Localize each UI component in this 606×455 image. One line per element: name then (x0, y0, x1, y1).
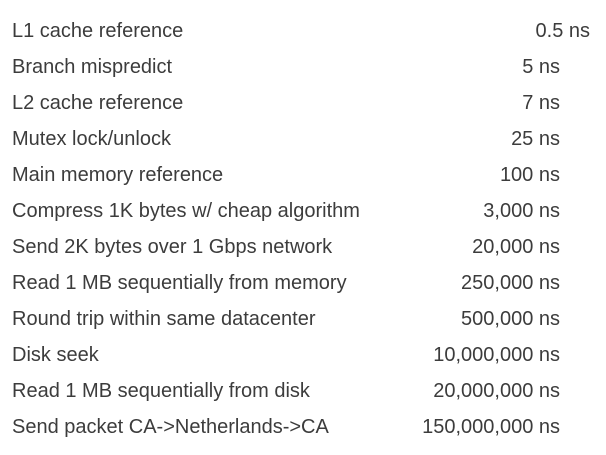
table-row (0, 409, 606, 445)
table-row (0, 13, 606, 49)
row-label: Compress 1K bytes w/ cheap algorithm (12, 200, 360, 222)
row-value: 7 ns (522, 92, 560, 114)
row-label: Send 2K bytes over 1 Gbps network (12, 236, 333, 258)
row-value: 25 ns (511, 128, 560, 150)
table-row (0, 49, 606, 85)
row-label: Read 1 MB sequentially from disk (12, 380, 310, 402)
row-value: 500,000 ns (461, 308, 560, 330)
row-label: L1 cache reference (12, 20, 184, 42)
row-label: Mutex lock/unlock (12, 128, 171, 150)
row-label: Send packet CA->Netherlands->CA (12, 416, 329, 438)
row-value: 150,000,000 ns (422, 416, 560, 438)
table-row (0, 265, 606, 301)
row-label: Round trip within same datacenter (12, 308, 316, 330)
table-row (0, 85, 606, 121)
row-value: 20,000 ns (472, 236, 560, 258)
row-label: L2 cache reference (12, 92, 184, 114)
table-row (0, 337, 606, 373)
row-value: 100 ns (499, 164, 560, 186)
row-value: 5 ns (522, 56, 560, 78)
table-row (0, 301, 606, 337)
table-row (0, 193, 606, 229)
row-value: 3,000 ns (483, 200, 560, 222)
row-value: 10,000,000 ns (433, 344, 560, 366)
table-row (0, 157, 606, 193)
row-label: Disk seek (12, 344, 99, 366)
row-value: 250,000 ns (461, 272, 560, 294)
row-label: Main memory reference (12, 164, 224, 186)
row-value: 0.5 ns (535, 20, 590, 42)
table-row (0, 229, 606, 265)
row-label: Read 1 MB sequentially from memory (12, 272, 347, 294)
row-value: 20,000,000 ns (433, 380, 560, 402)
row-label: Branch mispredict (12, 56, 173, 78)
table-row (0, 121, 606, 157)
table-row (0, 373, 606, 409)
